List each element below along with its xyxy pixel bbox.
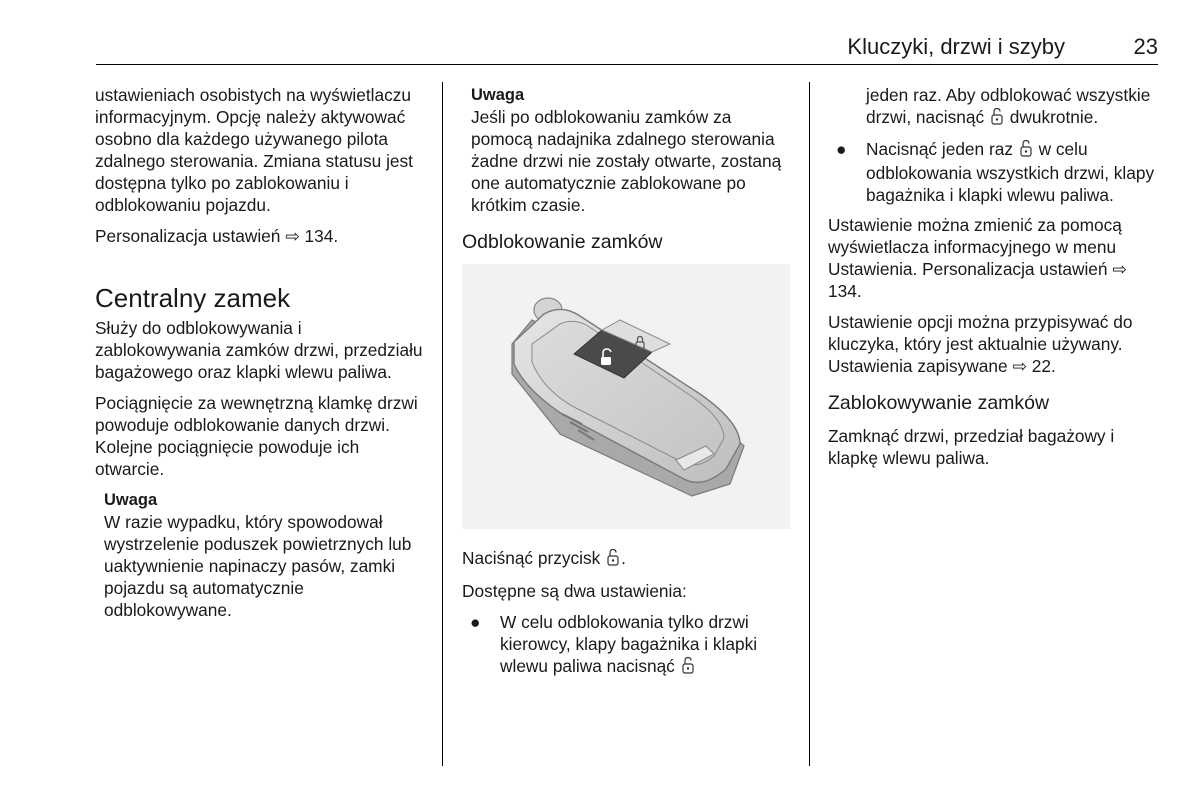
- note-text: Jeśli po odblokowaniu zamków za pomocą nadajnika zdalnego sterowania żadne drzwi nie zostały otwarte, zostaną one automatycznie zablokowane po krótkim czasie.: [471, 107, 782, 215]
- xref-page: 134.: [304, 226, 339, 246]
- column-3: [828, 84, 1158, 478]
- note-block: [95, 489, 430, 621]
- central-lock-paragraph: Służy do odblokowywania i zablokowywania zamków drzwi, przedziału bagażowego oraz klapki wlewu paliwa.: [95, 318, 423, 382]
- note-block: [462, 84, 796, 216]
- unlock-icon: [607, 548, 619, 571]
- xref-arrow-icon: ⇨: [1112, 259, 1127, 279]
- note-title: Uwaga: [104, 491, 158, 509]
- settings-change-paragraph: [828, 214, 1158, 302]
- xref-text: Personalizacja ustawień: [95, 226, 281, 246]
- bullet-text: jeden raz. Aby odblokować wszystkie drzwi, nacisnąć: [866, 85, 1151, 127]
- column-2: [462, 84, 796, 687]
- xref-text: Personalizacja ustawień: [922, 259, 1108, 279]
- intro-paragraph: ustawieniach osobistych na wyświetlaczu informacyjnym. Opcję należy aktywować osobno dla każdego używanego pilota zdalnego sterowania. Zmiana statusu jest dostępna tylko po zablokowaniu i odblokowaniu pojazdu.: [95, 85, 413, 215]
- press-button-text: [462, 547, 796, 571]
- bullet-text: Nacisnąć jeden raz: [866, 139, 1013, 159]
- unlock-icon: [682, 656, 694, 679]
- bullet-icon: ●: [470, 612, 481, 632]
- section-heading-locking: Zablokowywanie zamków: [828, 392, 1050, 414]
- xref-page: 134.: [828, 281, 862, 301]
- settings-assign-paragraph: [828, 311, 1158, 377]
- press-end: .: [621, 548, 626, 568]
- bullet-text: w celu odblokowania wszystkich drzwi, klapy bagażnika i klapki wlewu paliwa.: [866, 139, 1155, 205]
- xref-arrow-icon: ⇨: [1012, 356, 1027, 376]
- unlock-icon: [1020, 139, 1032, 162]
- page-number: 23: [1133, 34, 1158, 59]
- cross-reference: [95, 225, 430, 247]
- xref-arrow-icon: ⇨: [285, 226, 300, 246]
- list-item: [828, 138, 1158, 206]
- section-heading-unlocking: Odblokowanie zamków: [462, 231, 663, 253]
- column-divider-1: [442, 82, 443, 766]
- header-rule: [96, 64, 1158, 65]
- paragraph-text: Ustawienie można zmienić za pomocą wyświetlacza informacyjnego w menu Ustawienia.: [828, 215, 1122, 279]
- page-header-title: Kluczyki, drzwi i szyby: [847, 34, 1065, 59]
- note-title: Uwaga: [471, 86, 525, 104]
- section-heading-central-lock: Centralny zamek: [95, 283, 291, 313]
- note-text: W razie wypadku, który spowodował wystrzelenie poduszek powietrznych lub uaktywnienie napinaczy pasów, zamki pojazdu są automatycznie odblokowywane.: [104, 512, 412, 620]
- column-1: [95, 84, 430, 621]
- handle-paragraph: Pociągnięcie za wewnętrzną klamkę drzwi powoduje odblokowanie danych drzwi. Kolejne pociągnięcie powoduje ich otwarcie.: [95, 393, 418, 479]
- press-label: Naciśnąć przycisk: [462, 548, 601, 568]
- list-item: [462, 611, 796, 679]
- list-item-continued: [828, 84, 1158, 130]
- xref-page: 22.: [1031, 356, 1056, 376]
- unlock-icon: [991, 107, 1003, 130]
- locking-paragraph: Zamknąć drzwi, przedział bagażowy i klapkę wlewu paliwa.: [828, 426, 1115, 468]
- key-fob-illustration: [462, 264, 790, 529]
- bullet-icon: ●: [836, 139, 847, 159]
- paragraph-text: Ustawienie opcji można przypisywać do kluczyka, który jest aktualnie używany. Ustawienia zapisywane: [828, 312, 1133, 376]
- settings-intro: Dostępne są dwa ustawienia:: [462, 581, 687, 601]
- bullet-text: dwukrotnie.: [1009, 107, 1099, 127]
- column-divider-2: [809, 82, 810, 766]
- bullet-text: W celu odblokowania tylko drzwi kierowcy, klapy bagażnika i klapki wlewu paliwa nacisnąć: [500, 612, 758, 676]
